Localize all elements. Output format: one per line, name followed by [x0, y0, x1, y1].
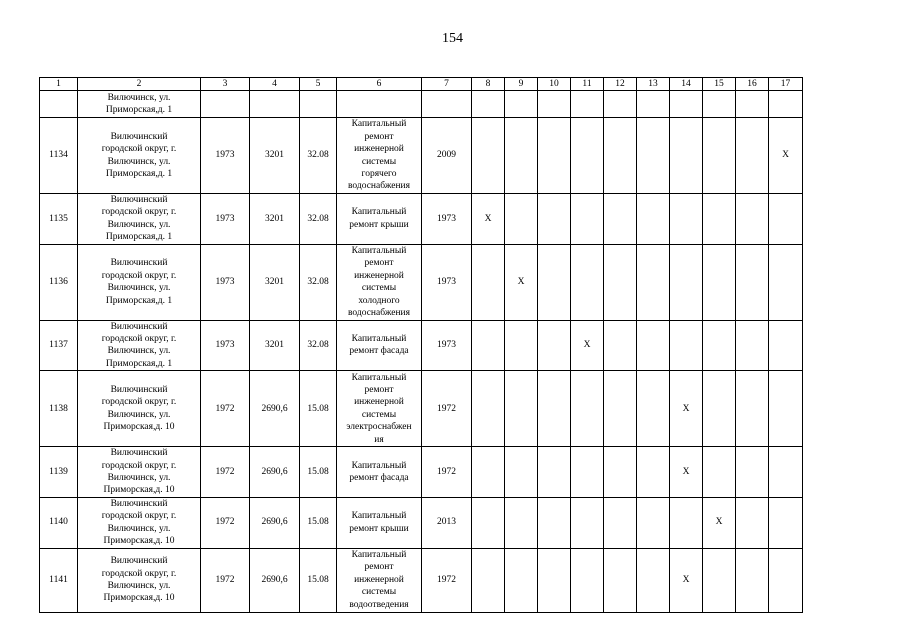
row-number-cell: 1140 [40, 497, 78, 548]
empty-cell [736, 320, 769, 371]
build-year-cell: 1973 [201, 320, 250, 371]
address-cell: Вилючинск, ул. Приморская,д. 1 [78, 91, 201, 118]
table-row [40, 447, 803, 498]
mark-cell: X [505, 244, 538, 320]
empty-cell [571, 497, 604, 548]
area-cell: 2690,6 [250, 447, 300, 498]
wear-cell: 32.08 [300, 244, 337, 320]
empty-cell [472, 371, 505, 447]
work-type-cell: Капитальный ремонт крыши [337, 194, 422, 245]
wear-cell: 32.08 [300, 320, 337, 371]
empty-cell [670, 194, 703, 245]
empty-cell [769, 447, 803, 498]
empty-cell [769, 244, 803, 320]
address-cell: Вилючинский городской округ, г. Вилючинск, ул. Приморская,д. 10 [78, 371, 201, 447]
address-cell: Вилючинский городской округ, г. Вилючинск, ул. Приморская,д. 10 [78, 497, 201, 548]
empty-cell [571, 194, 604, 245]
work-type-cell: Капитальный ремонт фасада [337, 320, 422, 371]
empty-cell [703, 371, 736, 447]
table-row [40, 244, 803, 320]
area-cell: 3201 [250, 118, 300, 194]
area-cell: 3201 [250, 320, 300, 371]
empty-cell [604, 371, 637, 447]
empty-cell [571, 447, 604, 498]
table-row [40, 194, 803, 245]
empty-cell [703, 194, 736, 245]
area-cell: 2690,6 [250, 497, 300, 548]
empty-cell [637, 497, 670, 548]
work-type-cell: Капитальный ремонт фасада [337, 447, 422, 498]
capital-repair-table [39, 77, 803, 613]
column-header: 17 [769, 78, 803, 91]
empty-cell [472, 447, 505, 498]
page-number: 154 [442, 31, 463, 46]
mark-cell: X [769, 118, 803, 194]
empty-cell [505, 497, 538, 548]
empty-cell [736, 548, 769, 612]
empty-cell [637, 194, 670, 245]
empty-cell [505, 194, 538, 245]
empty-cell [472, 244, 505, 320]
column-header: 15 [703, 78, 736, 91]
column-header: 16 [736, 78, 769, 91]
empty-cell [472, 320, 505, 371]
row-number-cell: 1136 [40, 244, 78, 320]
wear-cell: 15.08 [300, 371, 337, 447]
empty-cell [736, 194, 769, 245]
planned-year-cell: 1972 [422, 447, 472, 498]
table-body [40, 78, 803, 613]
area-cell: 3201 [250, 194, 300, 245]
column-header: 11 [571, 78, 604, 91]
empty-cell [703, 244, 736, 320]
empty-cell [538, 194, 571, 245]
build-year-cell: 1972 [201, 447, 250, 498]
empty-cell [604, 497, 637, 548]
address-cell: Вилючинский городской округ, г. Вилючинск, ул. Приморская,д. 1 [78, 320, 201, 371]
work-type-cell: Капитальный ремонт инженерной системы электроснабжен ия [337, 371, 422, 447]
wear-cell: 15.08 [300, 447, 337, 498]
column-header: 14 [670, 78, 703, 91]
mark-cell: X [670, 371, 703, 447]
empty-cell [538, 320, 571, 371]
empty-cell [736, 371, 769, 447]
row-number-cell: 1137 [40, 320, 78, 371]
row-number-cell: 1134 [40, 118, 78, 194]
continuation-row [40, 91, 803, 118]
build-year-cell: 1972 [201, 497, 250, 548]
empty-cell [670, 118, 703, 194]
empty-cell [505, 371, 538, 447]
empty-cell [604, 320, 637, 371]
address-cell: Вилючинский городской округ, г. Вилючинск, ул. Приморская,д. 1 [78, 244, 201, 320]
empty-cell [472, 548, 505, 612]
empty-cell [736, 447, 769, 498]
table-row [40, 548, 803, 612]
column-number-row [40, 78, 803, 91]
column-header: 1 [40, 78, 78, 91]
empty-cell [637, 244, 670, 320]
planned-year-cell: 1973 [422, 244, 472, 320]
empty-cell [703, 320, 736, 371]
address-cell: Вилючинский городской округ, г. Вилючинск, ул. Приморская,д. 10 [78, 447, 201, 498]
empty-cell [637, 371, 670, 447]
wear-cell: 15.08 [300, 548, 337, 612]
empty-cell [736, 118, 769, 194]
empty-cell [637, 548, 670, 612]
table-row [40, 118, 803, 194]
empty-cell [604, 548, 637, 612]
row-number-cell: 1139 [40, 447, 78, 498]
empty-cell [538, 497, 571, 548]
area-cell: 2690,6 [250, 371, 300, 447]
build-year-cell: 1972 [201, 548, 250, 612]
address-cell: Вилючинский городской округ, г. Вилючинск, ул. Приморская,д. 10 [78, 548, 201, 612]
address-cell: Вилючинский городской округ, г. Вилючинск, ул. Приморская,д. 1 [78, 118, 201, 194]
empty-cell [736, 244, 769, 320]
empty-cell [670, 320, 703, 371]
planned-year-cell: 2009 [422, 118, 472, 194]
column-header: 6 [337, 78, 422, 91]
mark-cell: X [472, 194, 505, 245]
row-number-cell: 1138 [40, 371, 78, 447]
empty-cell [538, 118, 571, 194]
column-header: 2 [78, 78, 201, 91]
column-header: 12 [604, 78, 637, 91]
empty-cell [604, 118, 637, 194]
empty-cell [769, 194, 803, 245]
table-row [40, 497, 803, 548]
column-header: 7 [422, 78, 472, 91]
empty-cell [604, 194, 637, 245]
empty-cell [571, 371, 604, 447]
table-row [40, 320, 803, 371]
planned-year-cell: 2013 [422, 497, 472, 548]
empty-cell [703, 548, 736, 612]
build-year-cell: 1973 [201, 118, 250, 194]
empty-cell [703, 447, 736, 498]
table-row [40, 371, 803, 447]
planned-year-cell: 1973 [422, 320, 472, 371]
work-type-cell: Капитальный ремонт инженерной системы горячего водоснабжения [337, 118, 422, 194]
work-type-cell: Капитальный ремонт крыши [337, 497, 422, 548]
empty-cell [769, 548, 803, 612]
planned-year-cell: 1973 [422, 194, 472, 245]
work-type-cell: Капитальный ремонт инженерной системы холодного водоснабжения [337, 244, 422, 320]
column-header: 9 [505, 78, 538, 91]
wear-cell: 32.08 [300, 194, 337, 245]
row-number-cell: 1135 [40, 194, 78, 245]
area-cell: 3201 [250, 244, 300, 320]
column-header: 13 [637, 78, 670, 91]
empty-cell [604, 244, 637, 320]
empty-cell [769, 320, 803, 371]
mark-cell: X [670, 447, 703, 498]
empty-cell [769, 497, 803, 548]
column-header: 10 [538, 78, 571, 91]
column-header: 3 [201, 78, 250, 91]
address-cell: Вилючинский городской округ, г. Вилючинск, ул. Приморская,д. 1 [78, 194, 201, 245]
empty-cell [505, 118, 538, 194]
empty-cell [472, 497, 505, 548]
empty-cell [736, 497, 769, 548]
empty-cell [505, 320, 538, 371]
empty-cell [472, 118, 505, 194]
wear-cell: 15.08 [300, 497, 337, 548]
mark-cell: X [571, 320, 604, 371]
empty-cell [637, 118, 670, 194]
planned-year-cell: 1972 [422, 371, 472, 447]
empty-cell [505, 548, 538, 612]
empty-cell [637, 320, 670, 371]
column-header: 8 [472, 78, 505, 91]
empty-cell [604, 447, 637, 498]
area-cell: 2690,6 [250, 548, 300, 612]
column-header: 5 [300, 78, 337, 91]
empty-cell [505, 447, 538, 498]
work-type-cell: Капитальный ремонт инженерной системы водоотведения [337, 548, 422, 612]
build-year-cell: 1973 [201, 194, 250, 245]
empty-cell [637, 447, 670, 498]
empty-cell [769, 371, 803, 447]
mark-cell: X [703, 497, 736, 548]
planned-year-cell: 1972 [422, 548, 472, 612]
empty-cell [571, 548, 604, 612]
empty-cell [571, 118, 604, 194]
mark-cell: X [670, 548, 703, 612]
column-header: 4 [250, 78, 300, 91]
row-number-cell: 1141 [40, 548, 78, 612]
wear-cell: 32.08 [300, 118, 337, 194]
build-year-cell: 1973 [201, 244, 250, 320]
empty-cell [538, 548, 571, 612]
build-year-cell: 1972 [201, 371, 250, 447]
empty-cell [703, 118, 736, 194]
empty-cell [538, 244, 571, 320]
empty-cell [670, 244, 703, 320]
empty-cell [571, 244, 604, 320]
empty-cell [670, 497, 703, 548]
empty-cell [538, 447, 571, 498]
empty-cell [538, 371, 571, 447]
